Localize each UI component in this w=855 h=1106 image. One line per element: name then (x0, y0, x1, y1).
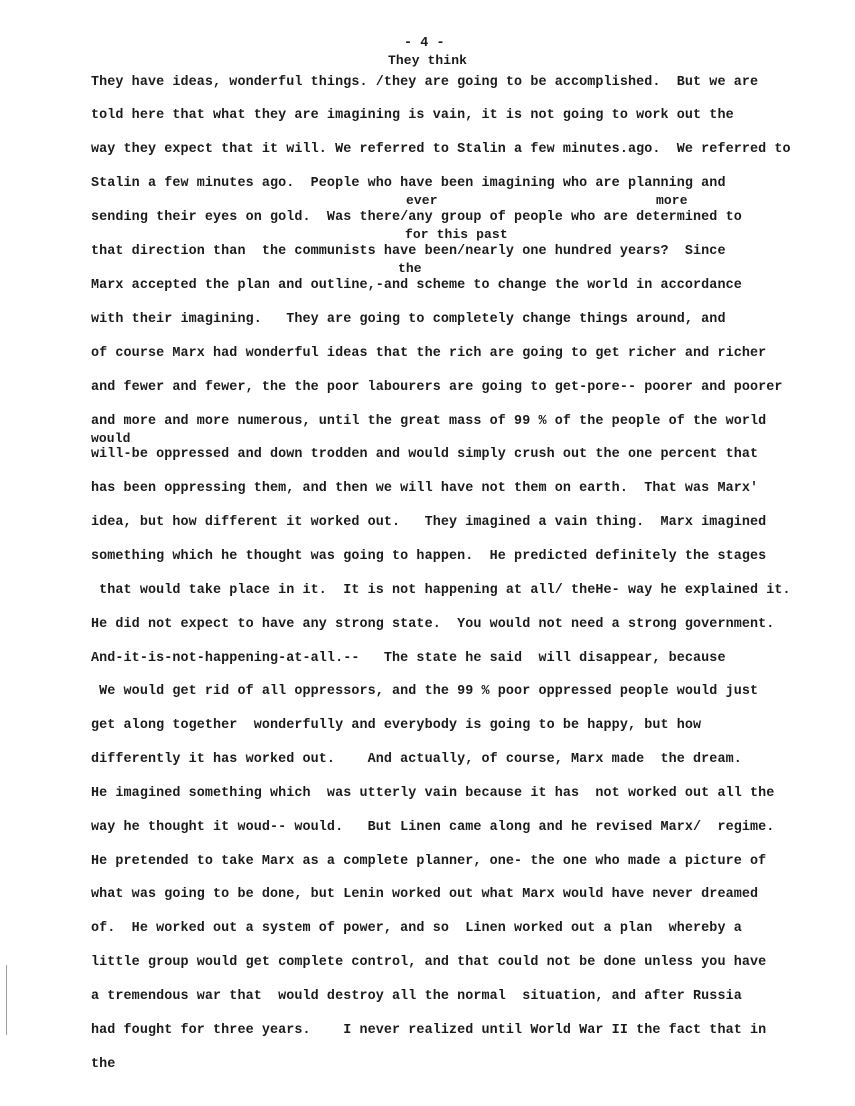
text-line: get along together wonderfully and everybody is going to be happy, but how (91, 718, 702, 733)
text-line: Stalin a few minutes ago. People who have been imagining who are planning and (91, 176, 726, 191)
text-line: way he thought it woud-- would. But Linen came along and he revised Marx/ regime. (91, 820, 775, 835)
interlinear-insertion: would (91, 431, 131, 446)
text-line: that direction than the communists have been/nearly one hundred years? Since (91, 244, 726, 259)
text-line: that would take place in it. It is not happening at all/ theHe- way he explained it. (91, 583, 791, 598)
text-line: idea, but how different it worked out. They imagined a vain thing. Marx imagined (91, 515, 767, 530)
interlinear-insertion: They think (388, 53, 468, 68)
interlinear-insertion: for this past (405, 227, 508, 242)
text-line: differently it has worked out. And actually, of course, Marx made the dream. (91, 752, 742, 767)
text-line: a tremendous war that would destroy all the normal situation, and after Russia (91, 989, 742, 1004)
text-line: with their imagining. They are going to completely change things around, and (91, 312, 726, 327)
text-line: Marx accepted the plan and outline,-and scheme to change the world in accordance (91, 278, 742, 293)
interlinear-insertion: the (398, 261, 422, 276)
text-line: and more and more numerous, until the great mass of 99 % of the people of the world (91, 414, 767, 429)
text-line: of course Marx had wonderful ideas that the rich are going to get richer and richer (91, 346, 767, 361)
text-line: We would get rid of all oppressors, and the 99 % poor oppressed people would just (91, 684, 759, 699)
text-line: way they expect that it will. We referred to Stalin a few minutes.ago. We referred to (91, 142, 791, 157)
text-line: little group would get complete control, and that could not be done unless you have (91, 955, 767, 970)
interlinear-insertion: ever (406, 193, 438, 208)
margin-scan-mark (6, 965, 7, 1035)
text-line: had fought for three years. I never realized until World War II the fact that in (91, 1023, 767, 1038)
text-line: He pretended to take Marx as a complete planner, one- the one who made a picture of (91, 854, 767, 869)
page-number: - 4 - (404, 36, 445, 51)
text-line: the (91, 1057, 116, 1072)
text-line: will-be oppressed and down trodden and would simply crush out the one percent that (91, 447, 759, 462)
text-line: of. He worked out a system of power, and so Linen worked out a plan whereby a (91, 921, 742, 936)
text-line: told here that what they are imagining is vain, it is not going to work out the (91, 108, 734, 123)
text-line: They have ideas, wonderful things. /they are going to be accomplished. But we are (91, 75, 759, 90)
text-line: has been oppressing them, and then we will have not them on earth. That was Marx' (91, 481, 759, 496)
text-line: He did not expect to have any strong state. You would not need a strong government. (91, 617, 775, 632)
text-line: sending their eyes on gold. Was there/any group of people who are determined to (91, 210, 742, 225)
text-line: what was going to be done, but Lenin worked out what Marx would have never dreamed (91, 887, 759, 902)
text-line: And-it-is-not-happening-at-all.-- The state he said will disappear, because (91, 651, 726, 666)
text-line: something which he thought was going to happen. He predicted definitely the stages (91, 549, 767, 564)
interlinear-insertion: more (656, 193, 688, 208)
text-line: He imagined something which was utterly vain because it has not worked out all the (91, 786, 775, 801)
text-line: and fewer and fewer, the the poor labourers are going to get-pore-- poorer and poorer (91, 380, 783, 395)
